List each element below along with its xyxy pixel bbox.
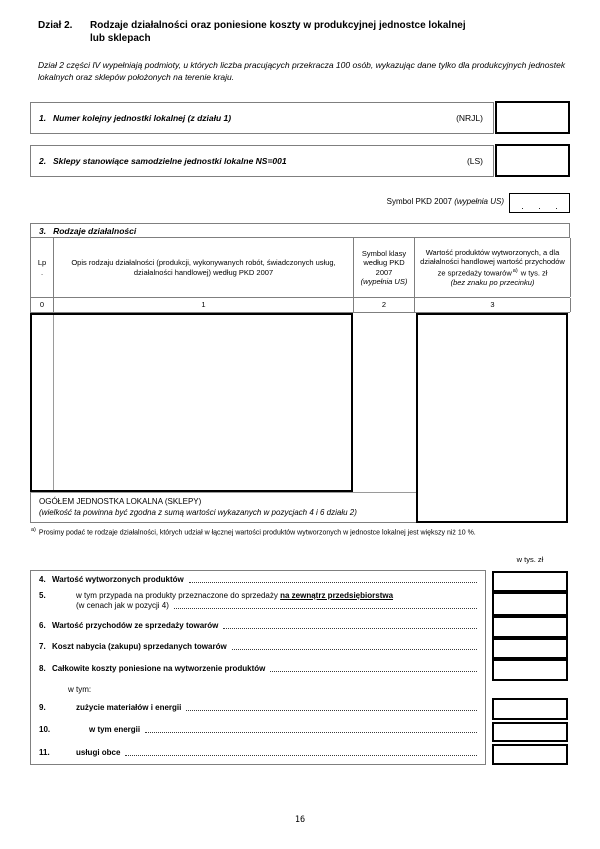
field-label: Numer kolejny jednostki lokalnej (z działu 1) [53,113,232,123]
colnum-3: 3 [415,298,571,312]
cost-item-6: 6. Wartość przychodów ze sprzedaży towarów [31,621,485,631]
cost-item-5-line1: w tym przypada na produkty przeznaczone do sprzedaży na zewnątrz przedsiębiorstwa [76,591,394,600]
cost-item-5: 5. w tym przypada na produkty przeznaczone do sprzedaży na zewnątrz przedsiębiorstwa (w cenach jak w pozycji 4) [31,591,485,611]
total-row-note: (wielkość ta powinna być zgodna z sumą wartości wykazanych w pozycjach 4 i 6 działu 2) [39,508,357,517]
total-row [30,492,416,523]
value-box-item7[interactable] [492,638,568,659]
cost-item-7: 7. Koszt nabycia (zakupu) sprzedanych towarów [31,642,485,652]
section-title [38,19,466,45]
cost-item-8: 8. Całkowite koszty poniesione na wytworzenie produktów [31,664,485,674]
value-box-item8[interactable] [492,659,568,681]
table-footnote: $^{a)}$ Prosimy podać te rodzaje działalności, których udział w łącznej wartości produktów wytworzonych w jednostce lokalnej jest większy niż 10 %. [31,527,476,537]
pkd-label: Symbol PKD 2007 (wypełnia US) [386,197,504,206]
cost-item-9: 9. zużycie materiałów i energii [31,703,485,713]
nrjl-value-box[interactable] [495,101,570,134]
unit-label: w tys. zł [516,555,544,564]
value-box-item6[interactable] [492,616,568,638]
w-tym-label: w tym: [68,685,92,694]
section-title-label: Dział 2. [38,20,73,31]
table-body [30,313,570,523]
colnum-1: 1 [54,298,354,312]
dotted-leader [174,608,477,609]
activities-table [30,223,570,523]
cost-item-5-line2: (w cenach jak w pozycji 4) [76,601,479,611]
field-row-ls [30,145,494,177]
cost-item-10: 10. w tym energii [31,725,485,735]
footnote-marker: a) [31,527,36,533]
field-number: 1. [39,113,47,123]
col-header-wartosc-text: Wartość produktów wytworzonych, a dla działalności handlowej wartość przychodów ze sprzedaży towarów$^{a)}$ w tys. zł [420,247,565,278]
ls-value-box[interactable] [495,144,570,177]
page-number: 16 [294,815,306,825]
cost-item-11: 11. usługi obce [31,748,485,758]
value-box-item4[interactable] [492,571,568,592]
value-box-item11[interactable] [492,744,568,765]
costs-section [30,570,486,765]
col-header-wartosc: Wartość produktów wytworzonych, a dla działalności handlowej wartość przychodów ze sprzedaży towarów$^{a)}$ w tys. zł (bez znaku po przecinku) [415,238,571,297]
cost-item-5-text [76,591,479,611]
intro-paragraph: Dział 2 części IV wypełniają podmioty, u których liczba pracujących przekracza 100 osób, wykazując dane tylko dla produkcyjnych jednostek lokalnych oraz sklepów położonych na terenie kraju. [38,60,566,82]
dotted-leader [186,710,477,711]
dotted-leader [145,732,477,733]
colnum-2: 2 [354,298,415,312]
table-colnumber-row [30,298,570,313]
col-header-opis: Opis rodzaju działalności (produkcji, wykonywanych robót, świadczonych usług, działalności handlowej) według PKD 2007 [54,238,354,297]
section-title-text: Rodzaje działalności oraz poniesione koszty w produkcyjnej jednostce lokalnej lub sklepach [90,20,466,44]
cost-item-4: 4. Wartość wytworzonych produktów [31,575,485,585]
colnum-0: 0 [31,298,54,312]
activities-entry-area[interactable] [30,313,353,492]
values-entry-area[interactable] [416,313,568,523]
col-header-symbol: Symbol klasy według PKD 2007 (wypełnia US) [354,238,415,297]
table-section-header: 3. Rodzaje działalności [30,223,570,238]
field-row-nrjl [30,102,494,134]
value-box-item9[interactable] [492,698,568,720]
field-code: (LS) [466,156,483,166]
total-row-label: OGÓŁEM JEDNOSTKA LOKALNA (SKLEPY) [39,497,202,506]
pkd-value-box[interactable]: . . . [509,193,570,213]
footnote-marker: a) [512,267,518,274]
field-number: 2. [39,156,47,166]
value-box-item10[interactable] [492,722,568,742]
dotted-leader [270,671,477,672]
dotted-leader [125,755,477,756]
value-box-item5[interactable] [492,592,568,616]
dotted-leader [232,649,477,650]
table-header-row [30,238,570,298]
dotted-leader [189,582,477,583]
field-code: (NRJL) [456,113,483,123]
lp-column-divider [53,315,54,490]
dotted-leader [223,628,477,629]
field-label: Sklepy stanowiące samodzielne jednostki lokalne NS=001 [53,156,287,166]
col-header-lp: Lp . [31,238,54,297]
